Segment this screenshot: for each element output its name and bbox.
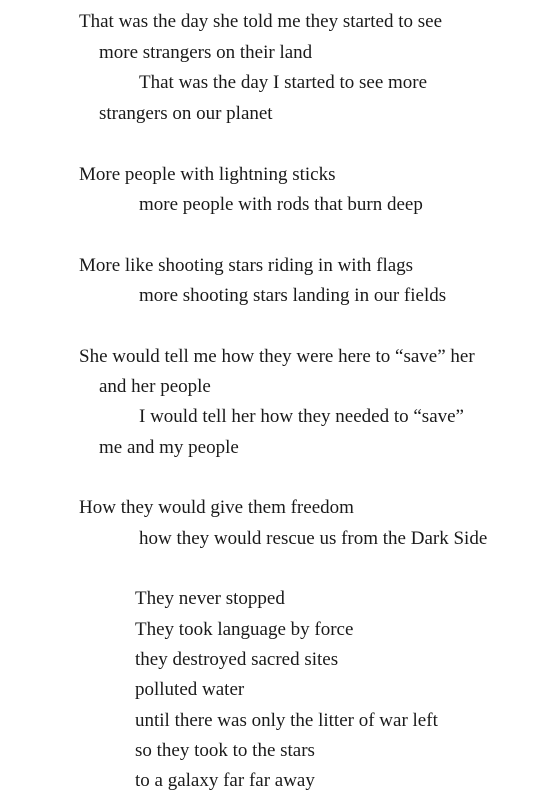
poem-line: they destroyed sacred sites: [135, 649, 339, 670]
poem-line: She would tell me how they were here to “save” her: [79, 346, 475, 367]
poem-line: until there was only the litter of war left: [135, 710, 438, 731]
poem-line: I would tell her how they needed to “save”: [139, 406, 464, 427]
poem-line: how they would rescue us from the Dark Side: [139, 528, 488, 549]
poem-line: more people with rods that burn deep: [139, 194, 423, 215]
poem-line: and her people: [99, 376, 211, 397]
poem-line: More people with lightning sticks: [79, 164, 336, 185]
poem-line: me and my people: [99, 437, 239, 458]
poem-line: more strangers on their land: [99, 42, 313, 63]
poem-line: so they took to the stars: [135, 740, 315, 761]
poem-line: How they would give them freedom: [79, 497, 354, 518]
poem-line: That was the day I started to see more: [139, 72, 428, 93]
poem-line: That was the day she told me they started to see: [79, 11, 443, 32]
poem-line: more shooting stars landing in our fields: [139, 285, 447, 306]
poem-line: polluted water: [135, 679, 245, 700]
poem-line: They took language by force: [135, 619, 354, 640]
poem-line: More like shooting stars riding in with flags: [79, 255, 414, 276]
poem-line: They never stopped: [135, 588, 285, 609]
poem-line: to a galaxy far far away: [135, 770, 315, 791]
poem-line: strangers on our planet: [99, 103, 273, 124]
